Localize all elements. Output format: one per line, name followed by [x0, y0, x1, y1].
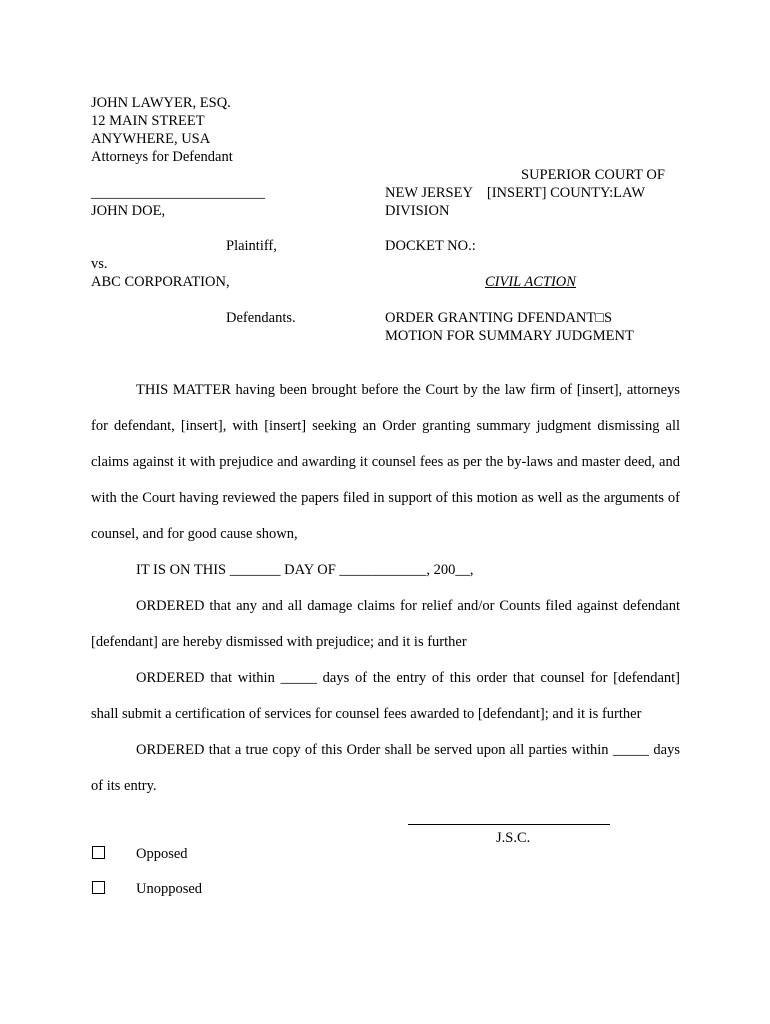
order-title-line-2: MOTION FOR SUMMARY JUDGMENT: [385, 328, 634, 344]
opposed-label: Opposed: [136, 846, 188, 862]
attorney-block: [91, 94, 233, 166]
order-title-line-1: ORDER GRANTING DFENDANT□S: [385, 310, 613, 326]
attorney-city: ANYWHERE, USA: [91, 131, 211, 147]
unopposed-checkbox[interactable]: [92, 881, 105, 894]
order-title: [385, 309, 634, 345]
recital-paragraph: THIS MATTER having been brought before the Court by the law firm of [insert], attorneys for defendant, [insert], with [insert] seeking an Order granting summary judgment dismissing all claims against it with prejudice and awarding it counsel fees as per the by-laws and master deed, and with the Court having reviewed the papers filed in support of this motion as well as the arguments of counsel, and for good cause shown,: [91, 382, 680, 542]
court-line-3: DIVISION: [385, 203, 450, 219]
order-paragraph-2: ORDERED that within _____ days of the entry of this order that counsel for [defendant] shall submit a certification of services for counsel fees awarded to [defendant]; and it is further: [91, 670, 680, 722]
order-paragraph-3: ORDERED that a true copy of this Order shall be served upon all parties within _____ days of its entry.: [91, 742, 680, 794]
defendant-name: ABC CORPORATION,: [91, 274, 230, 290]
order-paragraph-1: ORDERED that any and all damage claims for relief and/or Counts filed against defendant [defendant] are hereby dismissed with prejudice; and it is further: [91, 598, 680, 650]
docket-number: DOCKET NO.:: [385, 238, 476, 254]
court-line-1: SUPERIOR COURT OF: [521, 167, 665, 183]
plaintiff-name: JOHN DOE,: [91, 203, 166, 219]
court-line-2: NEW JERSEY [INSERT] COUNTY:LAW: [385, 185, 646, 201]
signature-line: [408, 824, 610, 825]
attorney-street: 12 MAIN STREET: [91, 113, 205, 129]
caption-blank-line: ________________________: [91, 185, 265, 201]
attorney-role: Attorneys for Defendant: [91, 149, 233, 165]
attorney-name: JOHN LAWYER, ESQ.: [91, 95, 231, 111]
civil-action: CIVIL ACTION: [485, 274, 576, 290]
versus: vs.: [91, 256, 108, 272]
date-line: IT IS ON THIS _______ DAY OF ____________, 200__,: [136, 562, 474, 578]
unopposed-label: Unopposed: [136, 881, 203, 897]
opposed-checkbox[interactable]: [92, 846, 105, 859]
signature-label: J.S.C.: [496, 830, 531, 846]
defendant-label: Defendants.: [226, 310, 296, 326]
plaintiff-label: Plaintiff,: [226, 238, 277, 254]
